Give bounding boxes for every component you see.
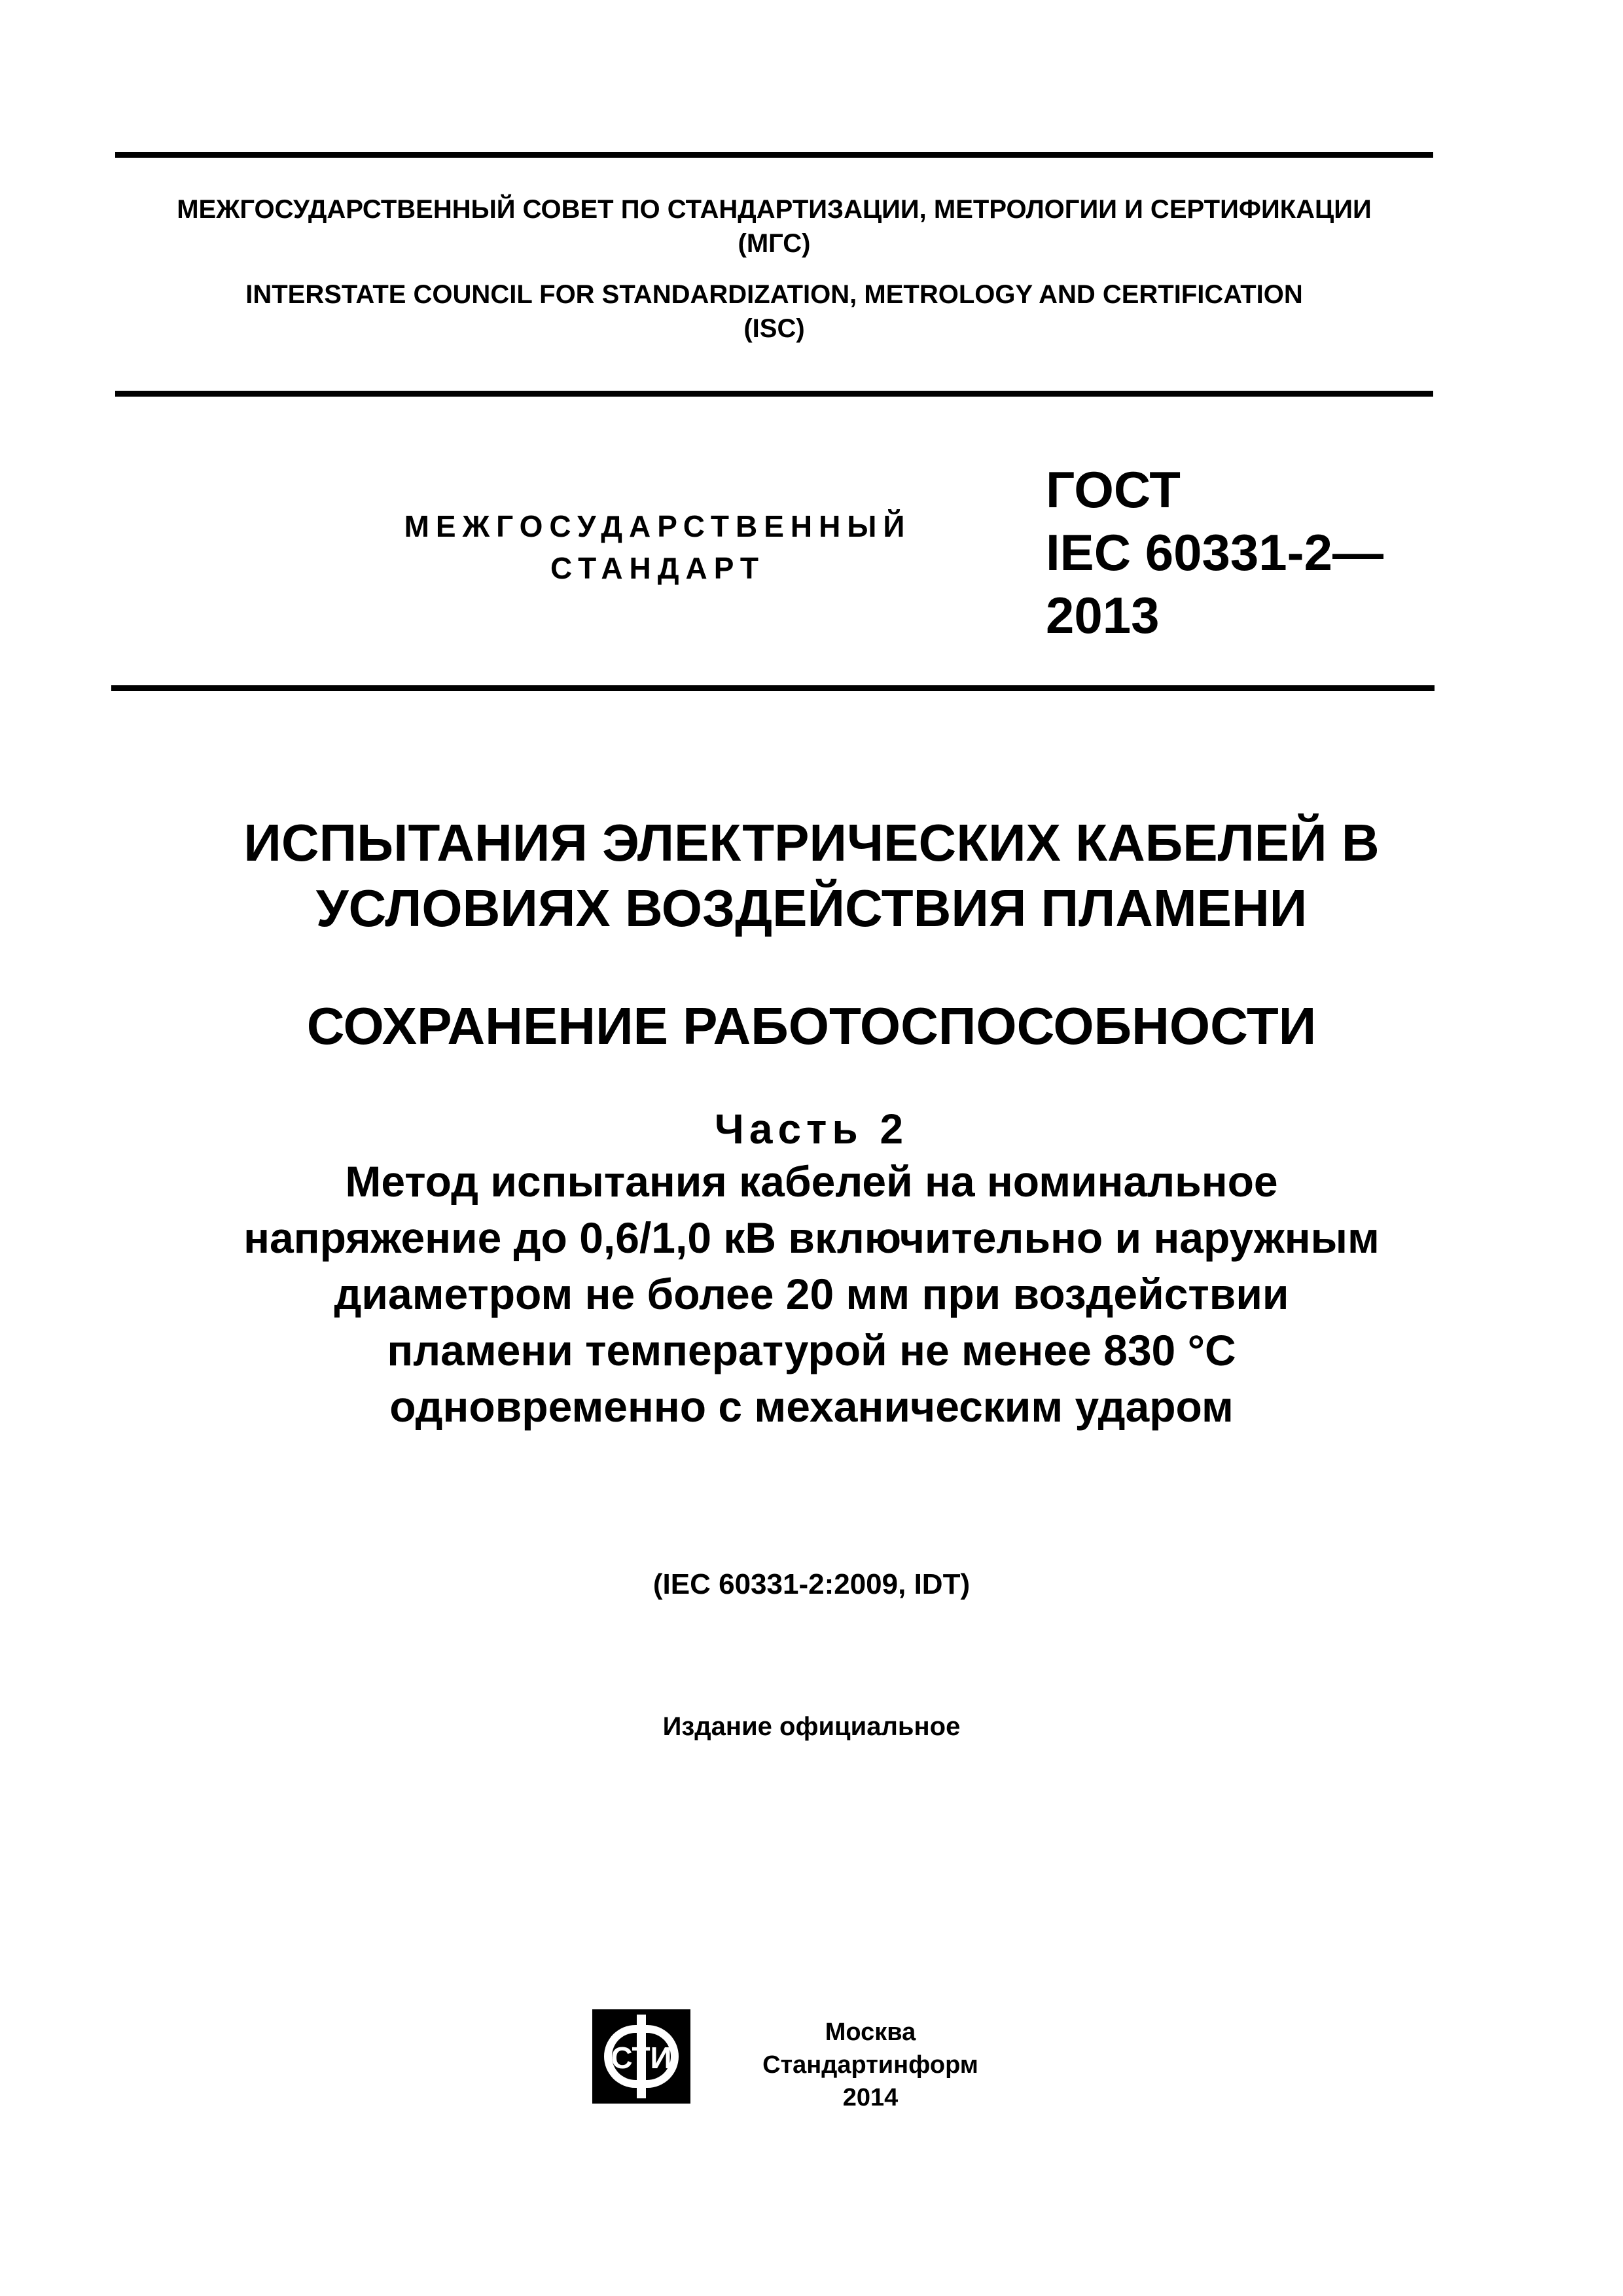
designation-bottom-rule xyxy=(111,685,1435,691)
publisher-year: 2014 xyxy=(842,2084,899,2111)
standard-type-line-1: МЕЖГОСУДАРСТВЕННЫЙ xyxy=(404,509,912,543)
council-header xyxy=(115,192,1433,346)
official-edition-note: Издание официальное xyxy=(662,1712,961,1741)
standard-designation xyxy=(1046,458,1383,647)
part-number: Часть 2 xyxy=(714,1105,909,1153)
part-title-line-5: одновременно с механическим ударом xyxy=(389,1382,1234,1431)
standard-type-label xyxy=(340,505,975,589)
designation-line-3: 2013 xyxy=(1046,586,1160,644)
part-title-line-1: Метод испытания кабелей на номинальное xyxy=(345,1157,1278,1206)
document-title xyxy=(65,810,1558,941)
logo-lettering: СТИ xyxy=(611,2041,672,2075)
title-line-1: ИСПЫТАНИЯ ЭЛЕКТРИЧЕСКИХ КАБЕЛЕЙ В xyxy=(243,814,1380,872)
publisher-block xyxy=(720,2016,1021,2114)
council-abbr-ru: (МГС) xyxy=(738,229,811,258)
publisher-city: Москва xyxy=(825,2018,916,2046)
title-line-2: УСЛОВИЯХ ВОЗДЕЙСТВИЯ ПЛАМЕНИ xyxy=(315,879,1308,937)
standartinform-logo xyxy=(591,2008,692,2105)
part-title-line-4: пламени температурой не менее 830 °С xyxy=(387,1326,1236,1374)
publisher-name: Стандартинформ xyxy=(762,2051,978,2079)
designation-line-2: IEC 60331-2— xyxy=(1046,524,1383,581)
top-rule xyxy=(115,152,1433,158)
document-subtitle: СОХРАНЕНИЕ РАБОТОСПОСОБНОСТИ xyxy=(306,997,1317,1055)
header-bottom-rule xyxy=(115,391,1433,397)
council-name-ru: МЕЖГОСУДАРСТВЕННЫЙ СОВЕТ ПО СТАНДАРТИЗАЦИИ, МЕТРОЛОГИИ И СЕРТИФИКАЦИИ xyxy=(177,195,1372,224)
part-title-line-2: напряжение до 0,6/1,0 кВ включительно и наружным xyxy=(243,1213,1380,1262)
standartinform-logo-icon xyxy=(591,2008,692,2105)
council-abbr-en: (ISC) xyxy=(743,314,805,343)
standard-type-line-2: СТАНДАРТ xyxy=(550,551,765,585)
iec-reference: (IEC 60331-2:2009, IDT) xyxy=(652,1568,971,1600)
designation-line-1: ГОСТ xyxy=(1046,461,1181,518)
part-title xyxy=(65,1153,1558,1435)
part-title-line-3: диаметром не более 20 мм при воздействии xyxy=(334,1270,1289,1318)
council-name-en: INTERSTATE COUNCIL FOR STANDARDIZATION, METROLOGY AND CERTIFICATION xyxy=(245,280,1303,309)
